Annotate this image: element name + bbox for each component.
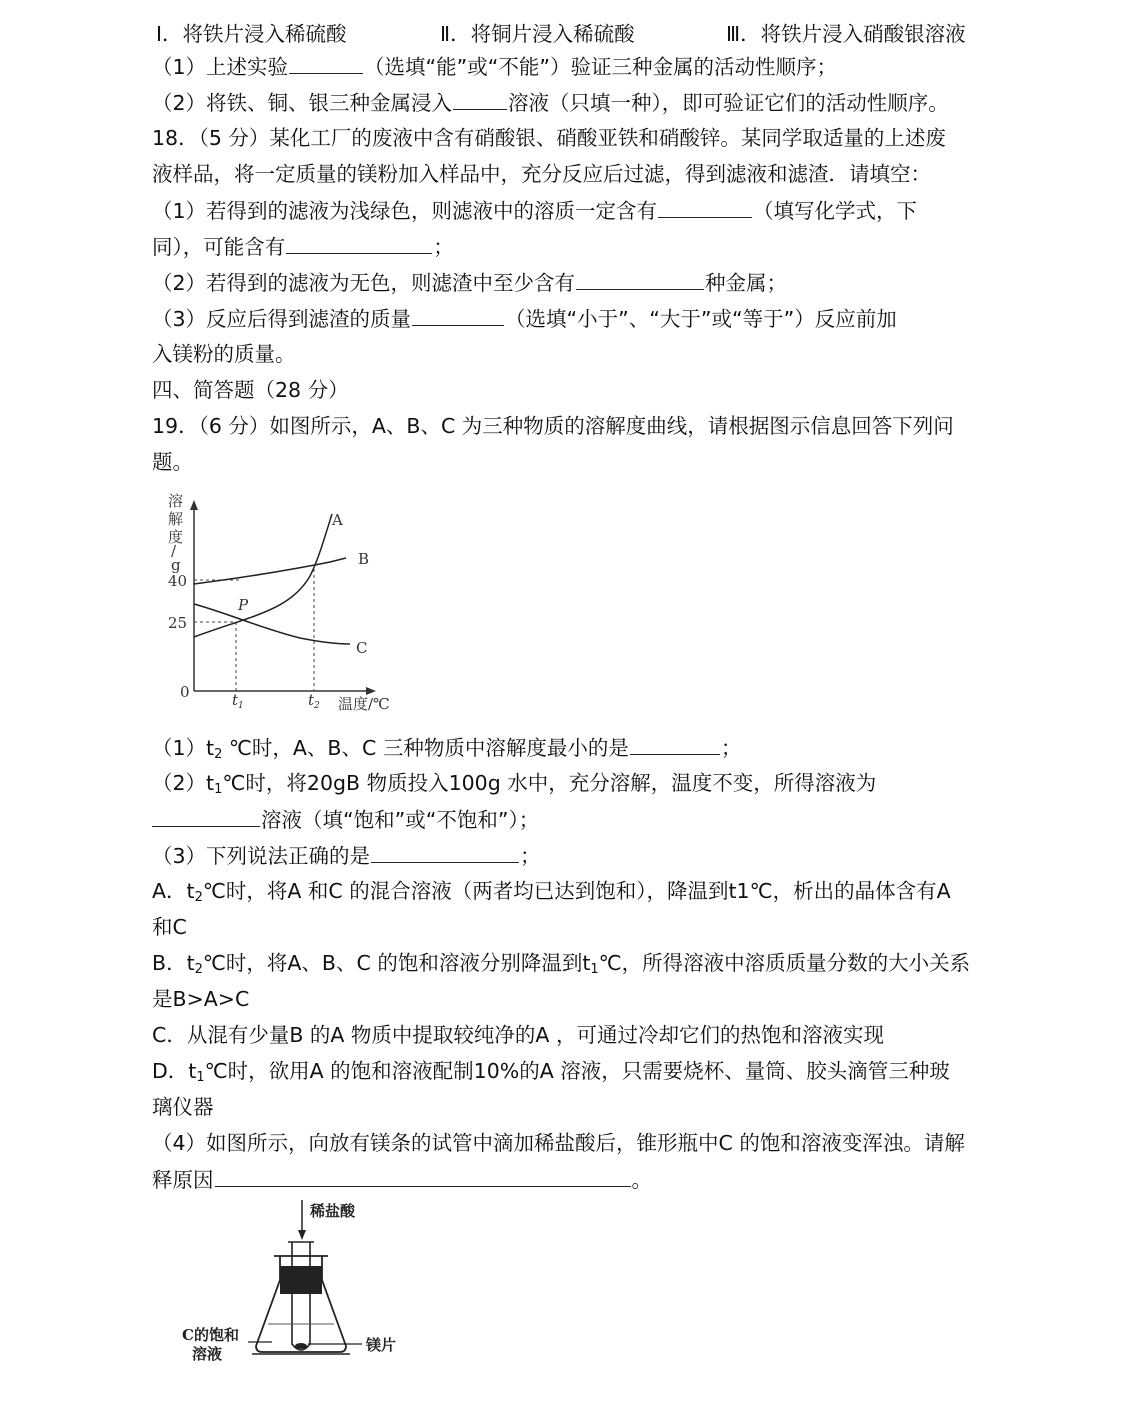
q19-part2-cont: 溶液（填“饱和”或“不饱和”）；	[152, 806, 539, 833]
solution-label-2: 溶液	[192, 1345, 223, 1363]
apparatus-diagram	[176, 1196, 416, 1376]
rubber-stopper	[280, 1266, 322, 1294]
q18-head-1: 18．（5 分）某化工厂的废液中含有硝酸银、硝酸亚铁和硝酸锌。某同学取适量的上述废	[152, 126, 946, 150]
answer-blank[interactable]	[658, 197, 752, 218]
answer-blank[interactable]	[215, 1166, 631, 1187]
q19-option-b-cont: 是B>A>C	[152, 987, 250, 1011]
q19-part1: $(1)t_2$ ℃时，A、B、C 三种物质中溶解度最小的是 ；	[152, 736, 742, 762]
q19-option-a-cont: 和C	[152, 915, 187, 939]
x-axis-arrow	[366, 687, 376, 695]
q19-option-d: D．$t_1℃$时，欲用A 的饱和溶液配制10%的A 溶液，只需要烧杯、量筒、胶头滴管三种玻	[152, 1059, 950, 1085]
metal-label: 镁片	[366, 1336, 397, 1354]
q19-option-b: B．$t_2℃$时，将A、B、C 的饱和溶液分别降温到$t_1℃$，所得溶液中溶质质量分数的大小关系	[152, 951, 971, 977]
y-label-char: 溶	[168, 492, 184, 510]
y-tick-40: 40	[168, 572, 188, 590]
point-p-label: P	[238, 596, 249, 614]
y-label-char: g	[171, 556, 181, 574]
answer-blank[interactable]	[412, 305, 504, 326]
q19-head-2: 题。	[152, 450, 193, 474]
y-label-char: /	[171, 542, 177, 560]
q18-part3: （3）反应后得到滤渣的质量 （选填“小于”、“大于”或“等于”）反应前加	[152, 307, 897, 331]
curve-b	[194, 558, 346, 584]
q19-part4-cont: 释原因 。	[152, 1168, 652, 1192]
answer-blank[interactable]	[371, 842, 519, 863]
q18-part1: （1）若得到的滤液为浅绿色，则滤液中的溶质一定含有 （填写化学式，下	[152, 199, 918, 223]
q19-part3: （3）下列说法正确的是 ；	[152, 844, 541, 868]
q18-part1-cont: 同），可能含有 ；	[152, 235, 454, 259]
x-axis-label: 温度/℃	[338, 695, 390, 713]
y-axis-arrow	[190, 500, 198, 510]
q18-part3-cont: 入镁粉的质量。	[152, 342, 296, 366]
solution-label-1: C的饱和	[182, 1326, 239, 1344]
experiment-3: Ⅲ．将铁片浸入硝酸银溶液	[726, 22, 966, 46]
q19-option-a: A．$t_2℃$时，将A 和C 的混合溶液（两者均已达到饱和），降温到t1℃，析出的晶体含有A	[152, 879, 951, 905]
acid-label: 稀盐酸	[310, 1202, 356, 1220]
q19-part2: $(2)t_1℃$时，将20gB 物质投入100g 水中，充分溶解，温度不变，所得溶液为	[152, 771, 877, 797]
section-heading: 四、简答题（28 分）	[152, 378, 349, 402]
answer-blank[interactable]	[453, 89, 507, 110]
q19-head-1: 19．（6 分）如图所示，A、B、C 为三种物质的溶解度曲线，请根据图示信息回答下列问	[152, 414, 954, 438]
curve-c-label: C	[356, 639, 368, 657]
q19-option-c: C．从混有少量B 的A 物质中提取较纯净的A ，可通过冷却它们的热饱和溶液实现	[152, 1023, 884, 1047]
experiment-2: Ⅱ．将铜片浸入稀硫酸	[440, 22, 635, 46]
y-tick-25: 25	[168, 614, 188, 632]
x-tick-t1: $t_1$	[232, 691, 244, 711]
q19-part4: （4）如图所示，向放有镁条的试管中滴加稀盐酸后，锥形瓶中C 的饱和溶液变浑浊。请解	[152, 1131, 965, 1155]
solubility-graph	[160, 486, 412, 718]
magnesium-strip	[295, 1343, 307, 1349]
answer-blank[interactable]	[576, 269, 704, 290]
y-label-char: 度	[168, 528, 184, 546]
answer-blank[interactable]	[152, 806, 260, 827]
q17-part1: （1）上述实验 （选填“能”或“不能”）验证三种金属的活动性顺序；	[152, 55, 838, 79]
answer-blank[interactable]	[630, 734, 720, 755]
x-tick-t2: $t_2$	[308, 691, 320, 711]
answer-blank[interactable]	[289, 53, 363, 74]
y-tick-0: 0	[180, 683, 190, 701]
q17-part2: （2）将铁、铜、银三种金属浸入 溶液（只填一种），即可验证它们的活动性顺序。	[152, 91, 949, 115]
y-label-char: 解	[168, 510, 184, 528]
q19-option-d-cont: 璃仪器	[152, 1095, 214, 1119]
experiment-1: Ⅰ．将铁片浸入稀硫酸	[156, 22, 347, 46]
curve-a	[194, 514, 332, 637]
curve-a-label: A	[332, 511, 343, 529]
acid-arrow-head	[298, 1230, 306, 1240]
curve-b-label: B	[358, 550, 370, 568]
q18-head-2: 液样品，将一定质量的镁粉加入样品中，充分反应后过滤，得到滤液和滤渣．请填空：	[152, 162, 931, 186]
q18-part2: （2）若得到的滤液为无色，则滤渣中至少含有 种金属；	[152, 271, 788, 295]
test-tube	[292, 1242, 310, 1350]
curve-c	[194, 604, 350, 644]
answer-blank[interactable]	[286, 233, 432, 254]
